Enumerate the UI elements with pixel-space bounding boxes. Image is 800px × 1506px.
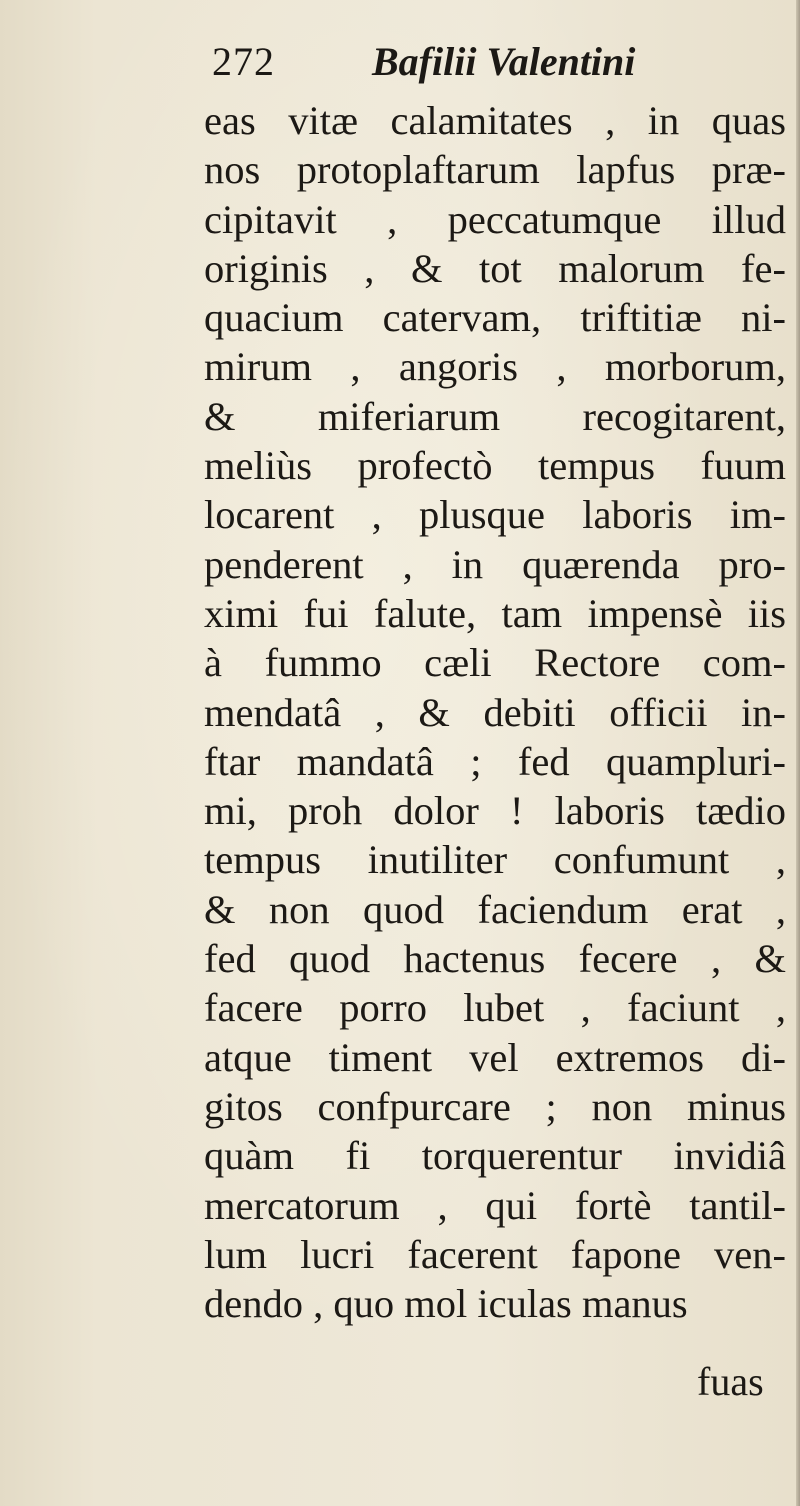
page-edge bbox=[796, 0, 800, 1506]
text-line: mendatâ , & debiti officii in- bbox=[204, 689, 786, 735]
text-line: mirum , angoris , morborum, bbox=[204, 344, 786, 390]
text-line: cipitavit , peccatumque illud bbox=[204, 196, 786, 242]
running-title: Bafilii Valentini bbox=[372, 39, 636, 84]
text-line: ftar mandatâ ; fed quampluri- bbox=[204, 738, 786, 784]
text-line: lum lucri facerent fapone ven- bbox=[204, 1231, 786, 1277]
text-line: & miferiarum recogitarent, bbox=[204, 393, 786, 439]
text-line: fed quod hactenus fecere , & bbox=[204, 936, 786, 982]
text-line: quacium catervam, triftitiæ ni- bbox=[204, 295, 786, 341]
body-text bbox=[204, 96, 786, 1328]
text-line: originis , & tot malorum fe- bbox=[204, 245, 786, 291]
text-line: & non quod faciendum erat , bbox=[204, 886, 786, 932]
text-line: locarent , plusque laboris im- bbox=[204, 492, 786, 538]
text-line: eas vitæ calamitates , in quas bbox=[204, 98, 786, 143]
text-line: mercatorum , qui fortè tantil- bbox=[204, 1182, 786, 1228]
text-line: mi, proh dolor ! laboris tædio bbox=[204, 788, 786, 834]
text-line: à fummo cæli Rectore com- bbox=[204, 640, 786, 686]
text-line: ximi fui falute, tam impensè iis bbox=[204, 590, 786, 636]
page-header bbox=[212, 34, 772, 94]
text-line: quàm fi torquerentur invidiâ bbox=[204, 1133, 786, 1179]
page-number: 272 bbox=[212, 39, 275, 84]
text-line: meliùs profectò tempus fuum bbox=[204, 443, 786, 489]
text-line: dendo , quo mol iculas manus bbox=[204, 1281, 688, 1327]
text-line: gitos confpurcare ; non minus bbox=[204, 1083, 786, 1129]
text-line: penderent , in quærenda pro- bbox=[204, 541, 786, 587]
text-line: nos protoplaftarum lapfus præ- bbox=[204, 147, 786, 193]
text-line: facere porro lubet , faciunt , bbox=[204, 985, 786, 1031]
text-line: tempus inutiliter confumunt , bbox=[204, 837, 786, 883]
text-line: atque timent vel extremos di- bbox=[204, 1034, 786, 1080]
catchword: fuas bbox=[697, 1359, 764, 1404]
